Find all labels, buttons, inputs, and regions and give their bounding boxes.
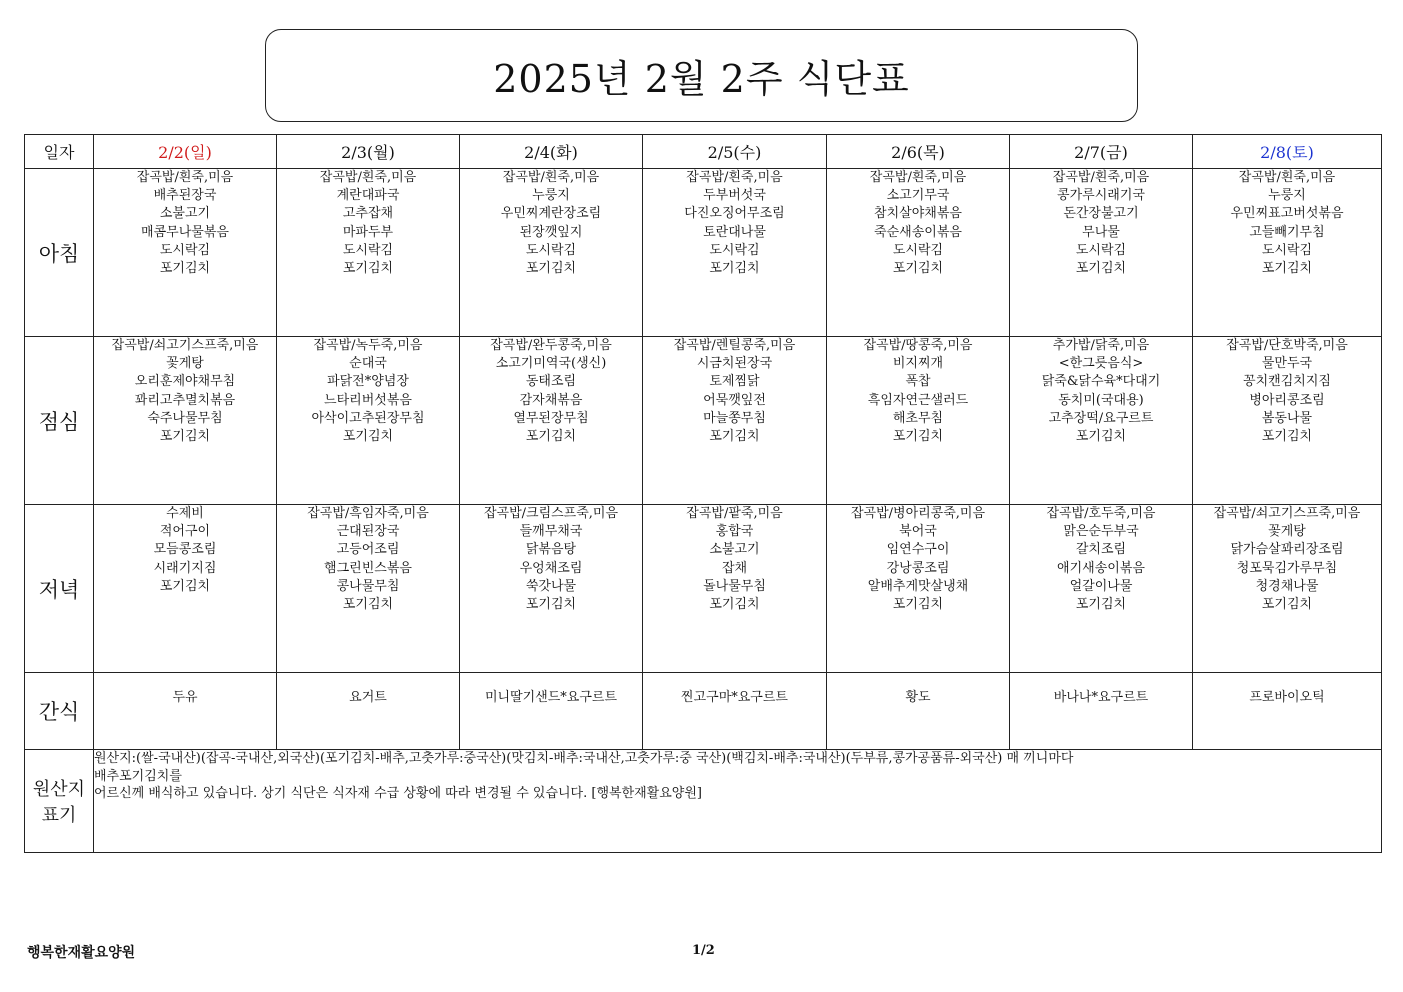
menu-item: 포기김치 bbox=[1075, 429, 1127, 445]
menu-item: 잡곡밥/흰죽,미음 bbox=[319, 170, 417, 185]
snack-cell bbox=[94, 673, 277, 750]
day-header-wed: 2/5(수) bbox=[643, 135, 827, 169]
day-header-sat: 2/8(토) bbox=[1193, 135, 1382, 169]
menu-item: 해초무침 bbox=[892, 410, 944, 426]
lunch-cell bbox=[277, 337, 460, 505]
menu-item: 고들빼기무침 bbox=[1249, 224, 1325, 240]
menu-item: 잡곡밥/흰죽,미음 bbox=[502, 170, 600, 185]
menu-item: 쑥갓나물 bbox=[525, 578, 577, 594]
lunch-cell bbox=[643, 337, 827, 505]
menu-item: 잡곡밥/흰죽,미음 bbox=[869, 170, 967, 185]
menu-item: 포기김치 bbox=[159, 429, 211, 445]
snack-cell bbox=[1193, 673, 1382, 750]
menu-item: 잡곡밥/병아리콩죽,미음 bbox=[850, 506, 986, 521]
menu-item: 도시락김 bbox=[892, 242, 944, 258]
dinner-cell bbox=[643, 505, 827, 673]
menu-item: 알배추게맛살냉채 bbox=[867, 578, 969, 594]
snack-cell bbox=[277, 673, 460, 750]
menu-item: 포기김치 bbox=[342, 597, 394, 613]
menu-item: 포기김치 bbox=[709, 429, 760, 445]
menu-item: 고추잡채 bbox=[342, 206, 394, 222]
menu-item: 다진오징어무조림 bbox=[684, 206, 785, 222]
header-row bbox=[25, 135, 1382, 169]
menu-item: 잡곡밥/렌틸콩죽,미음 bbox=[673, 338, 796, 353]
menu-item: 배추된장국 bbox=[153, 188, 217, 204]
dinner-cell bbox=[277, 505, 460, 673]
menu-item: 잡곡밥/호두죽,미음 bbox=[1046, 506, 1156, 521]
menu-item: 잡곡밥/흰죽,미음 bbox=[136, 170, 234, 185]
menu-item: 포기김치 bbox=[892, 597, 944, 613]
menu-item: 잡곡밥/쇠고기스프죽,미음 bbox=[1213, 506, 1361, 521]
menu-item: 애기새송이볶음 bbox=[1057, 560, 1145, 576]
breakfast-label: 아침 bbox=[25, 169, 94, 337]
menu-item: 포기김치 bbox=[1261, 597, 1313, 613]
lunch-cell bbox=[1010, 337, 1193, 505]
lunch-cell bbox=[460, 337, 643, 505]
menu-item: 비지찌개 bbox=[892, 356, 944, 372]
menu-item: 포기김치 bbox=[525, 429, 577, 445]
menu-item: 잡곡밥/녹두죽,미음 bbox=[313, 338, 423, 353]
dinner-cell bbox=[94, 505, 277, 673]
menu-table bbox=[24, 134, 1382, 853]
menu-item: 모듬콩조림 bbox=[153, 542, 217, 558]
menu-item: 포기김치 bbox=[1261, 261, 1313, 277]
dinner-cell bbox=[460, 505, 643, 673]
menu-item: 포기김치 bbox=[525, 261, 577, 277]
menu-item: 홍합국 bbox=[715, 524, 754, 540]
snack-cell bbox=[1010, 673, 1193, 750]
menu-item: 콩나물무침 bbox=[336, 578, 400, 594]
menu-item: 포기김치 bbox=[1075, 261, 1127, 277]
origin-label: 원산지 표기 bbox=[25, 750, 94, 853]
breakfast-cell bbox=[827, 169, 1010, 337]
menu-item: 잡곡밥/단호박죽,미음 bbox=[1226, 338, 1348, 353]
menu-item: 감자채볶음 bbox=[519, 392, 583, 408]
menu-item: 도시락김 bbox=[1075, 242, 1127, 258]
menu-item: 추가밥/닭죽,미음 bbox=[1052, 338, 1150, 353]
dinner-cell bbox=[827, 505, 1010, 673]
menu-item: 도시락김 bbox=[1261, 242, 1313, 258]
menu-item: 소불고기 bbox=[159, 206, 211, 222]
menu-item: 폭찹 bbox=[905, 374, 931, 390]
origin-text bbox=[94, 750, 1382, 853]
menu-item: 흑임자연근샐러드 bbox=[867, 392, 969, 408]
menu-item: 파닭전*양념장 bbox=[327, 374, 409, 390]
dinner-label: 저녁 bbox=[25, 505, 94, 673]
menu-item: 닭가슴살꽈리장조림 bbox=[1230, 542, 1344, 558]
menu-item: 오리훈제야채무침 bbox=[134, 374, 236, 390]
menu-item: 찐고구마*요구르트 bbox=[681, 690, 788, 705]
footer-org: 행복한재활요양원 bbox=[27, 945, 136, 961]
breakfast-cell bbox=[94, 169, 277, 337]
menu-item: 프로바이오틱 bbox=[1249, 690, 1325, 705]
menu-item: <한그릇음식> bbox=[1058, 356, 1144, 372]
menu-item: 황도 bbox=[905, 690, 931, 705]
menu-item: 포기김치 bbox=[1075, 597, 1127, 613]
menu-item: 누룽지 bbox=[532, 188, 570, 204]
menu-item: 북어국 bbox=[899, 524, 937, 540]
origin-line: 배추포기김치를 bbox=[94, 768, 182, 784]
menu-item: 우민찌표고버섯볶음 bbox=[1230, 206, 1344, 222]
menu-item: 잡곡밥/흑임자죽,미음 bbox=[307, 506, 429, 521]
snack-cell bbox=[827, 673, 1010, 750]
menu-item: 죽순새송이볶음 bbox=[874, 224, 962, 240]
lunch-cell bbox=[827, 337, 1010, 505]
menu-item: 얼갈이나물 bbox=[1069, 578, 1133, 594]
menu-item: 닭죽&닭수육*다대기 bbox=[1041, 374, 1161, 390]
menu-item: 시금치된장국 bbox=[696, 356, 773, 372]
menu-item: 포기김치 bbox=[892, 261, 944, 277]
menu-item: 잡곡밥/완두콩죽,미음 bbox=[490, 338, 612, 353]
menu-item: 햄그린빈스볶음 bbox=[324, 560, 412, 576]
breakfast-cell bbox=[1193, 169, 1382, 337]
menu-item: 꽁치캔김치지짐 bbox=[1243, 374, 1331, 390]
menu-item: 콩가루시래기국 bbox=[1057, 188, 1145, 204]
menu-item: 계란대파국 bbox=[336, 188, 400, 204]
menu-item: 고추장떡/요구르트 bbox=[1048, 410, 1154, 426]
menu-item: 잡곡밥/흰죽,미음 bbox=[1238, 170, 1336, 185]
menu-item: 토란대나물 bbox=[703, 224, 766, 240]
menu-item: 물만두국 bbox=[1261, 356, 1313, 372]
menu-item: 된장깻잎지 bbox=[519, 224, 583, 240]
menu-item: 청경채나물 bbox=[1255, 578, 1319, 594]
menu-item: 매콤무나물볶음 bbox=[141, 224, 229, 240]
title-box bbox=[265, 29, 1138, 122]
breakfast-cell bbox=[1010, 169, 1193, 337]
menu-item: 꽃게탕 bbox=[1268, 524, 1306, 540]
menu-item: 꽈리고추멸치볶음 bbox=[134, 392, 236, 408]
menu-item: 수제비 bbox=[166, 506, 204, 521]
day-header-thu: 2/6(목) bbox=[827, 135, 1010, 169]
menu-item: 토제찜닭 bbox=[709, 374, 760, 390]
menu-item: 잡곡밥/크림스프죽,미음 bbox=[483, 506, 619, 521]
dinner-cell bbox=[1010, 505, 1193, 673]
menu-item: 도시락김 bbox=[342, 242, 394, 258]
dinner-row bbox=[25, 505, 1382, 673]
menu-item: 우엉채조림 bbox=[519, 560, 583, 576]
lunch-row bbox=[25, 337, 1382, 505]
lunch-label: 점심 bbox=[25, 337, 94, 505]
menu-item: 적어구이 bbox=[159, 524, 211, 540]
date-label: 일자 bbox=[25, 135, 94, 169]
menu-item: 강낭콩조림 bbox=[886, 560, 950, 576]
menu-item: 도시락김 bbox=[525, 242, 577, 258]
menu-item: 아삭이고추된장무침 bbox=[311, 410, 425, 426]
lunch-cell bbox=[94, 337, 277, 505]
day-header-tue: 2/4(화) bbox=[460, 135, 643, 169]
menu-item: 동치미(국대용) bbox=[1058, 392, 1144, 408]
day-header-fri: 2/7(금) bbox=[1010, 135, 1193, 169]
menu-item: 순대국 bbox=[349, 356, 387, 372]
menu-item: 근대된장국 bbox=[336, 524, 400, 540]
menu-item: 돈간장불고기 bbox=[1063, 206, 1139, 222]
menu-item: 잡채 bbox=[721, 560, 748, 576]
snack-cell bbox=[643, 673, 827, 750]
menu-item: 병아리콩조림 bbox=[1249, 392, 1325, 408]
dinner-cell bbox=[1193, 505, 1382, 673]
breakfast-cell bbox=[460, 169, 643, 337]
menu-item: 마늘쫑무침 bbox=[703, 410, 766, 426]
origin-row bbox=[25, 750, 1382, 853]
snack-row bbox=[25, 673, 1382, 750]
menu-item: 갈치조림 bbox=[1075, 542, 1127, 558]
menu-item: 우민찌계란장조림 bbox=[500, 206, 602, 222]
breakfast-cell bbox=[277, 169, 460, 337]
menu-item: 열무된장무침 bbox=[513, 410, 589, 426]
menu-item: 포기김치 bbox=[342, 429, 394, 445]
menu-item: 고등어조림 bbox=[336, 542, 400, 558]
menu-item: 봄동나물 bbox=[1261, 410, 1313, 426]
menu-item: 꽃게탕 bbox=[166, 356, 204, 372]
menu-item: 숙주나물무침 bbox=[147, 410, 223, 426]
menu-item: 임연수구이 bbox=[886, 542, 950, 558]
menu-item: 포기김치 bbox=[525, 597, 577, 613]
menu-item: 닭볶음탕 bbox=[525, 542, 577, 558]
menu-item: 포기김치 bbox=[342, 261, 394, 277]
menu-item: 들깨무채국 bbox=[519, 524, 583, 540]
menu-item: 청포묵김가루무침 bbox=[1236, 560, 1338, 576]
menu-item: 포기김치 bbox=[892, 429, 944, 445]
menu-item: 마파두부 bbox=[342, 224, 394, 240]
breakfast-cell bbox=[643, 169, 827, 337]
lunch-cell bbox=[1193, 337, 1382, 505]
menu-item: 잡곡밥/땅콩죽,미음 bbox=[863, 338, 973, 353]
menu-item: 포기김치 bbox=[159, 578, 211, 594]
menu-item: 미니딸기샌드*요구르트 bbox=[484, 690, 618, 705]
menu-item: 참치살야채볶음 bbox=[874, 206, 962, 222]
menu-item: 두유 bbox=[172, 690, 198, 705]
menu-item: 어묵깻잎전 bbox=[703, 392, 766, 408]
snack-label: 간식 bbox=[25, 673, 94, 750]
day-header-sun: 2/2(일) bbox=[94, 135, 277, 169]
menu-item: 시래기지짐 bbox=[153, 560, 217, 576]
origin-line: 원산지:(쌀-국내산)(잡곡-국내산,외국산)(포기김치-배추,고춧가루:중국산)(맛김치-배추:국내산,고춧가루:중 국산)(백김치-배추:국내산)(두부류,콩가공품류-외국산) 매 끼니마다 bbox=[94, 751, 1074, 766]
snack-cell bbox=[460, 673, 643, 750]
menu-item: 소불고기 bbox=[709, 542, 760, 558]
breakfast-row bbox=[25, 169, 1382, 337]
menu-item: 누룽지 bbox=[1268, 188, 1306, 204]
menu-item: 포기김치 bbox=[159, 261, 211, 277]
menu-item: 포기김치 bbox=[1261, 429, 1313, 445]
menu-item: 도시락김 bbox=[709, 242, 760, 258]
day-header-mon: 2/3(월) bbox=[277, 135, 460, 169]
menu-item: 두부버섯국 bbox=[703, 188, 766, 204]
menu-item: 소고기미역국(생신) bbox=[495, 356, 607, 372]
menu-item: 맑은순두부국 bbox=[1063, 524, 1139, 540]
menu-item: 잡곡밥/흰죽,미음 bbox=[1052, 170, 1150, 185]
menu-item: 포기김치 bbox=[709, 597, 760, 613]
menu-item: 요거트 bbox=[349, 690, 387, 705]
menu-item: 잡곡밥/팥죽,미음 bbox=[686, 506, 783, 521]
menu-item: 바나나*요구르트 bbox=[1053, 690, 1149, 705]
footer-page-number: 1/2 bbox=[692, 943, 715, 958]
menu-item: 소고기무국 bbox=[886, 188, 950, 204]
origin-line: 어르신께 배식하고 있습니다. 상기 식단은 식자재 수급 상황에 따라 변경될 수 있습니다. [행복한재활요양원] bbox=[94, 786, 702, 801]
menu-item: 무나물 bbox=[1082, 224, 1120, 240]
menu-item: 포기김치 bbox=[709, 261, 760, 277]
menu-item: 돌나물무침 bbox=[703, 578, 766, 594]
menu-item: 느타리버섯볶음 bbox=[324, 392, 412, 408]
menu-item: 잡곡밥/흰죽,미음 bbox=[686, 170, 783, 185]
menu-item: 잡곡밥/쇠고기스프죽,미음 bbox=[111, 338, 259, 353]
menu-item: 도시락김 bbox=[159, 242, 211, 258]
page-title: 2025년 2월 2주 식단표 bbox=[493, 57, 910, 101]
menu-item: 동태조림 bbox=[525, 374, 577, 390]
